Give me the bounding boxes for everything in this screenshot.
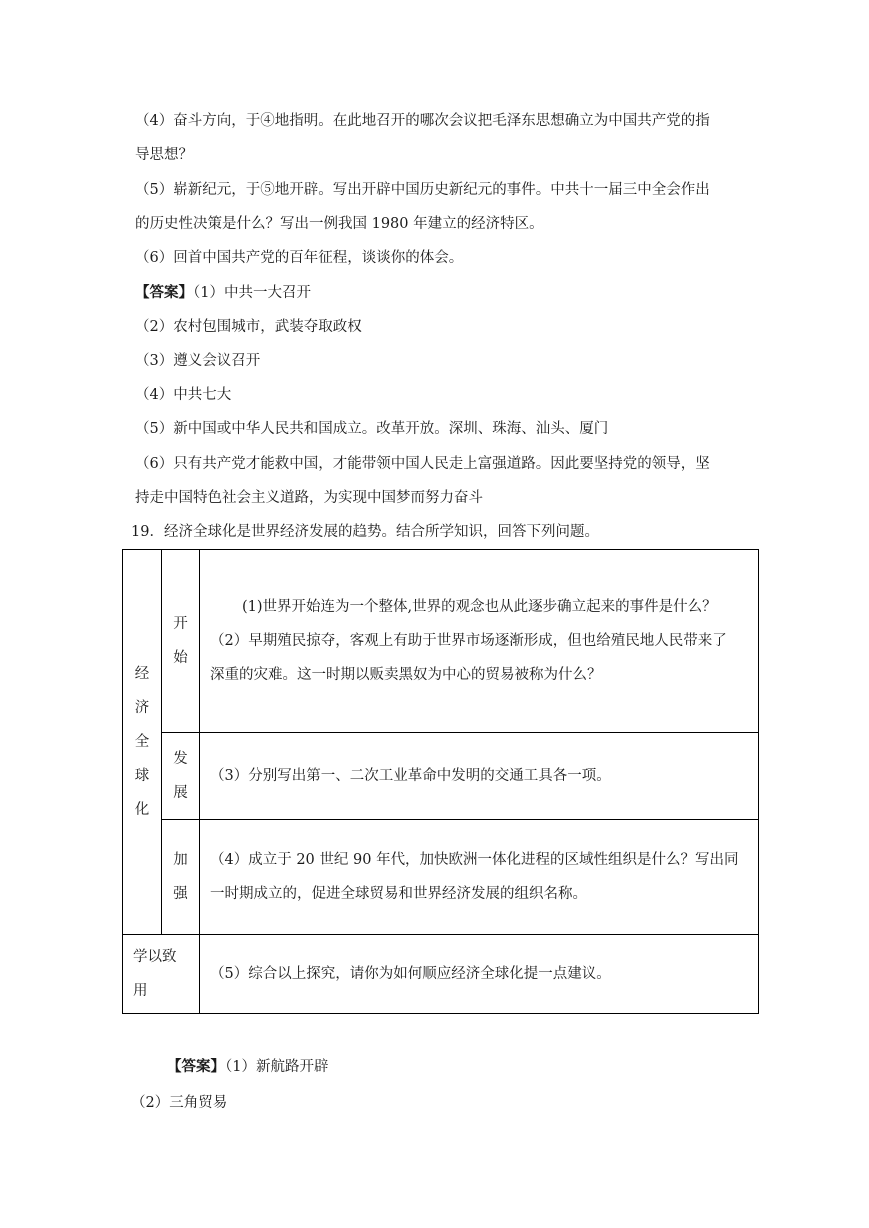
question-19-part1: (1)世界开始连为一个整体,世界的观念也从此逐步确立起来的事件是什么？ <box>242 599 717 615</box>
answer-19-part1: （1）新航路开辟 <box>225 1059 329 1075</box>
question-18-part6: （6）回首中国共产党的百年征程，谈谈你的体会。 <box>135 250 464 266</box>
question-19-part4: （4）成立于 20 世纪 90 年代，加快欧洲一体化进程的区域性组织是什么？写出同 <box>210 852 739 868</box>
question-19-part2: （2）早期殖民掠夺，客观上有助于世界市场逐渐形成，但也给殖民地人民带来了 <box>210 633 727 649</box>
answer-18-part1: （1）中共一大召开 <box>193 285 311 301</box>
answer-label: 【答案】 <box>135 284 193 301</box>
question-18-part5-continued: 的历史性决策是什么？写出一例我国 1980 年建立的经济特区。 <box>135 216 544 232</box>
apply-label: 学以致 用 <box>123 935 200 1014</box>
question-19-part3: （3）分别写出第一、二次工业革命中发明的交通工具各一项。 <box>210 768 611 784</box>
stage-label-strengthening: 加 强 <box>162 820 200 935</box>
answer-18-part6-continued: 持走中国特色社会主义道路，为实现中国梦而努力奋斗 <box>135 490 483 506</box>
answer-18-part2: （2）农村包围城市，武装夺取政权 <box>135 319 362 335</box>
question-18-part5: （5）崭新纪元，于⑤地开辟。写出开辟中国历史新纪元的事件。中共十一届三中全会作出 <box>135 182 710 198</box>
answer-18-part5: （5）新中国或中华人民共和国成立。改革开放。深圳、珠海、汕头、厦门 <box>135 421 609 437</box>
answer-18-part3: （3）遵义会议召开 <box>135 353 261 369</box>
question-18-part4-continued: 导思想？ <box>135 147 193 163</box>
answer-18-part6: （6）只有共产党才能救中国，才能带领中国人民走上富强道路。因此要坚持党的领导，坚 <box>135 456 710 472</box>
stage-label-start: 开 始 <box>162 550 200 733</box>
question-19-part2-continued: 深重的灾难。这一时期以贩卖黑奴为中心的贸易被称为什么？ <box>210 667 602 683</box>
answer-19-first-line <box>167 1057 328 1077</box>
stage-start-questions <box>200 550 759 733</box>
stage-development-questions <box>200 733 759 820</box>
answer-18-first-line <box>135 283 311 303</box>
answer-label: 【答案】 <box>167 1058 225 1075</box>
stage-strengthening-questions <box>200 820 759 935</box>
question-19-part5: （5）综合以上探究，请你为如何顺应经济全球化提一点建议。 <box>210 966 611 982</box>
question-18-part4: （4）奋斗方向，于④地指明。在此地召开的哪次会议把毛泽东思想确立为中国共产党的指 <box>135 113 710 129</box>
question-19-part4-continued: 一时期成立的，促进全球贸易和世界经济发展的组织名称。 <box>210 886 587 902</box>
answer-18-part4: （4）中共七大 <box>135 387 232 403</box>
group-label-economic-globalization: 经 济 全 球 化 <box>123 550 162 935</box>
question-19-table <box>122 549 759 1014</box>
answer-19-part2: （2）三角贸易 <box>131 1095 228 1111</box>
question-19-stem: 19．经济全球化是世界经济发展的趋势。结合所学知识，回答下列问题。 <box>131 524 599 540</box>
stage-label-development: 发 展 <box>162 733 200 820</box>
apply-question <box>200 935 759 1014</box>
